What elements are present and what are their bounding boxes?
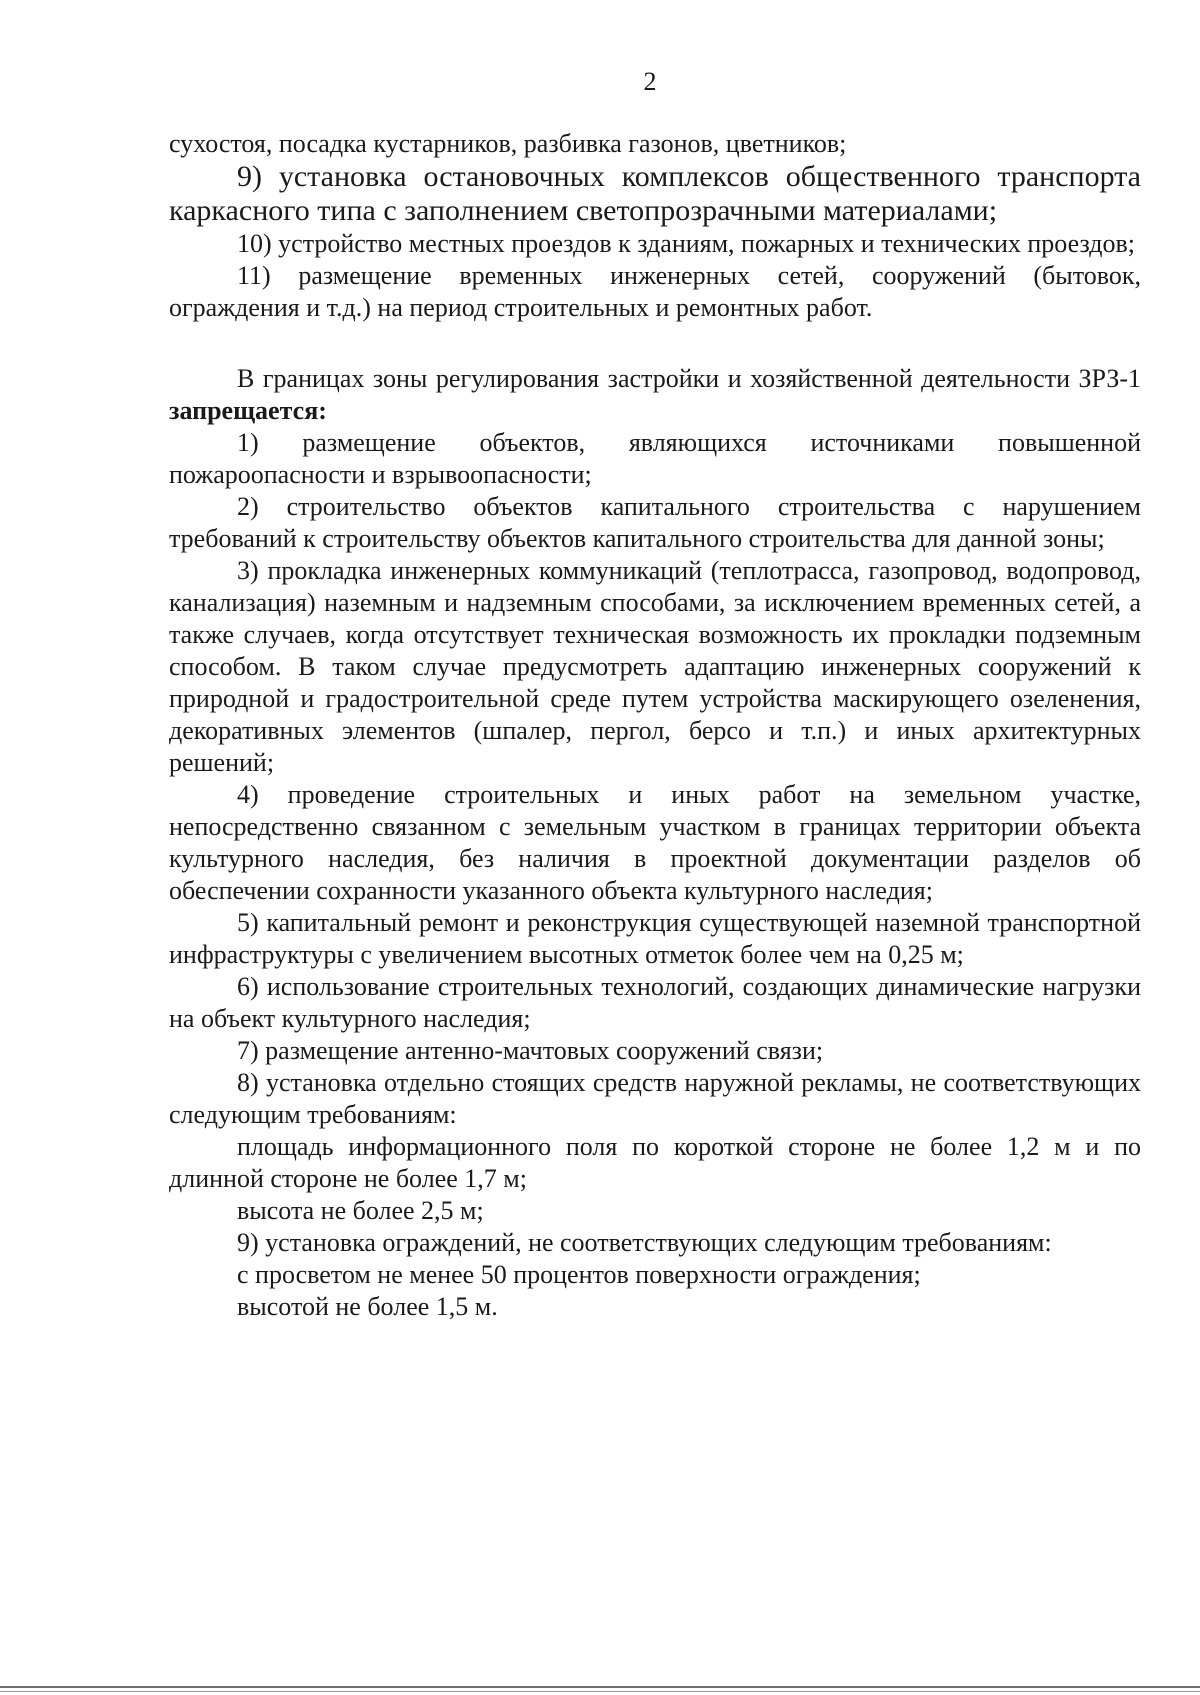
prohibition-item-5: 5) капитальный ремонт и реконструкция существующей наземной транспортной инфраструктуры с увеличением высотных отметок более чем на 0,25 м;: [169, 908, 1141, 969]
prohibition-item-9: 9) установка ограждений, не соответствующих следующим требованиям:: [237, 1228, 1052, 1257]
section-intro-text: В границах зоны регулирования застройки и хозяйственной деятельности ЗРЗ-1: [237, 364, 1141, 393]
page-number: 2: [643, 67, 657, 96]
scan-edge-line-thin: [0, 1691, 1200, 1692]
requirement-height: высота не более 2,5 м;: [237, 1196, 484, 1225]
paragraph-continuation: сухостоя, посадка кустарников, разбивка газонов, цветников;: [169, 129, 847, 158]
prohibition-item-1: 1) размещение объектов, являющихся источниками повышенной пожароопасности и взрывоопасности;: [169, 428, 1141, 489]
scan-edge-line: [0, 1686, 1200, 1688]
requirement-field-size: площадь информационного поля по короткой стороне не более 1,2 м и по длинной стороне не более 1,7 м;: [169, 1132, 1141, 1193]
prohibition-item-7: 7) размещение антенно-мачтовых сооружений связи;: [237, 1036, 824, 1065]
list-item-9: 9) установка остановочных комплексов общественного транспорта каркасного типа с заполнением светопрозрачными материалами;: [169, 160, 1141, 227]
document-body: [169, 128, 1141, 1323]
list-item-11: 11) размещение временных инженерных сетей, сооружений (бытовок, ограждения и т.д.) на период строительных и ремонтных работ.: [169, 261, 1141, 322]
prohibited-heading: запрещается:: [169, 396, 327, 425]
requirement-fence-height: высотой не более 1,5 м.: [237, 1292, 498, 1321]
prohibition-item-2: 2) строительство объектов капитального строительства с нарушением требований к строительству объектов капитального строительства для данной зоны;: [169, 492, 1141, 553]
prohibition-item-4: 4) проведение строительных и иных работ на земельном участке, непосредственно связанном с земельным участком в границах территории объекта культурного наследия, без наличия в проектной документации разделов об обеспечении сохранности указанного объекта культурного наследия;: [169, 780, 1141, 905]
requirement-clearance: с просветом не менее 50 процентов поверхности ограждения;: [237, 1260, 921, 1289]
prohibition-item-3: 3) прокладка инженерных коммуникаций (теплотрасса, газопровод, водопровод, канализация) наземным и надземным способами, за исключением временных сетей, а также случаев, когда отсутствует техническая возможность их прокладки подземным способом. В таком случае предусмотреть адаптацию инженерных сооружений к природной и градостроительной среде путем устройства маскирующего озеленения, декоративных элементов (шпалер, пергол, берсо и т.п.) и иных архитектурных решений;: [169, 556, 1141, 777]
list-item-10: 10) устройство местных проездов к зданиям, пожарных и технических проездов;: [237, 229, 1135, 258]
section-intro: [169, 363, 1141, 427]
prohibition-item-8: 8) установка отдельно стоящих средств наружной рекламы, не соответствующих следующим требованиям:: [169, 1068, 1141, 1129]
prohibition-item-6: 6) использование строительных технологий, создающих динамические нагрузки на объект культурного наследия;: [169, 972, 1141, 1033]
